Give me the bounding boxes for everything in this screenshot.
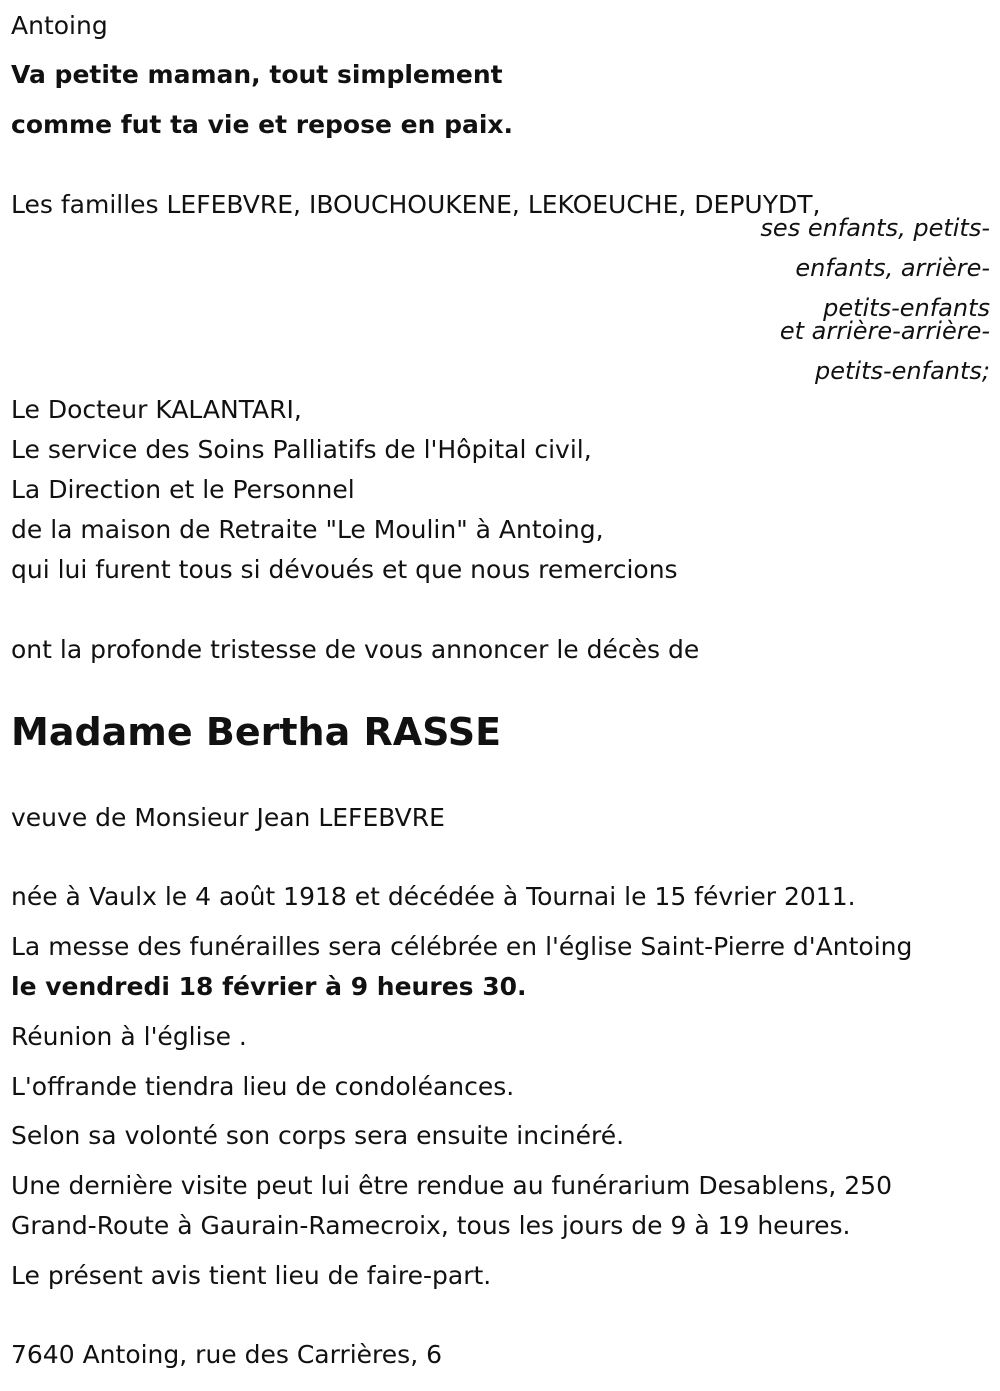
mass-line: La messe des funérailles sera célébrée en l'église Saint-Pierre d'Antoing — [11, 932, 913, 961]
thanks-line-3: La Direction et le Personnel — [11, 475, 355, 504]
thanks-line-1: Le Docteur KALANTARI, — [11, 395, 302, 424]
place-heading: Antoing — [11, 11, 108, 40]
meeting-line: Réunion à l'église . — [11, 1022, 247, 1051]
thanks-line-2: Le service des Soins Palliatifs de l'Hôpital civil, — [11, 435, 592, 464]
notice-line: Le présent avis tient lieu de faire-part. — [11, 1261, 492, 1290]
verse-line-1: Va petite maman, tout simplement — [11, 60, 503, 89]
descendants-line-4: et arrière-arrière- — [779, 317, 990, 345]
offering-line: L'offrande tiendra lieu de condoléances. — [11, 1072, 515, 1101]
address-line: 7640 Antoing, rue des Carrières, 6 — [11, 1340, 442, 1369]
cremation-line: Selon sa volonté son corps sera ensuite incinéré. — [11, 1121, 625, 1150]
thanks-line-5: qui lui furent tous si dévoués et que nous remercions — [11, 555, 678, 584]
descendants-line-5: petits-enfants; — [815, 357, 990, 385]
spouse-line: veuve de Monsieur Jean LEFEBVRE — [11, 803, 445, 832]
announcement-line: ont la profonde tristesse de vous annoncer le décès de — [11, 635, 700, 664]
families-line: Les familles LEFEBVRE, IBOUCHOUKENE, LEKOEUCHE, DEPUYDT, — [11, 190, 821, 219]
visit-line-2: Grand-Route à Gaurain-Ramecroix, tous les jours de 9 à 19 heures. — [11, 1211, 851, 1240]
funeral-date: le vendredi 18 février à 9 heures 30. — [11, 972, 527, 1001]
birth-death-line: née à Vaulx le 4 août 1918 et décédée à Tournai le 15 février 2011. — [11, 882, 856, 911]
thanks-line-4: de la maison de Retraite "Le Moulin" à Antoing, — [11, 515, 604, 544]
descendants-line-2: enfants, arrière- — [795, 254, 990, 282]
descendants-line-3: petits-enfants — [823, 294, 990, 322]
visit-line-1: Une dernière visite peut lui être rendue au funérarium Desablens, 250 — [11, 1171, 892, 1200]
verse-line-2: comme fut ta vie et repose en paix. — [11, 110, 514, 139]
deceased-name: Madame Bertha RASSE — [11, 710, 502, 754]
descendants-line-1: ses enfants, petits- — [760, 214, 990, 242]
